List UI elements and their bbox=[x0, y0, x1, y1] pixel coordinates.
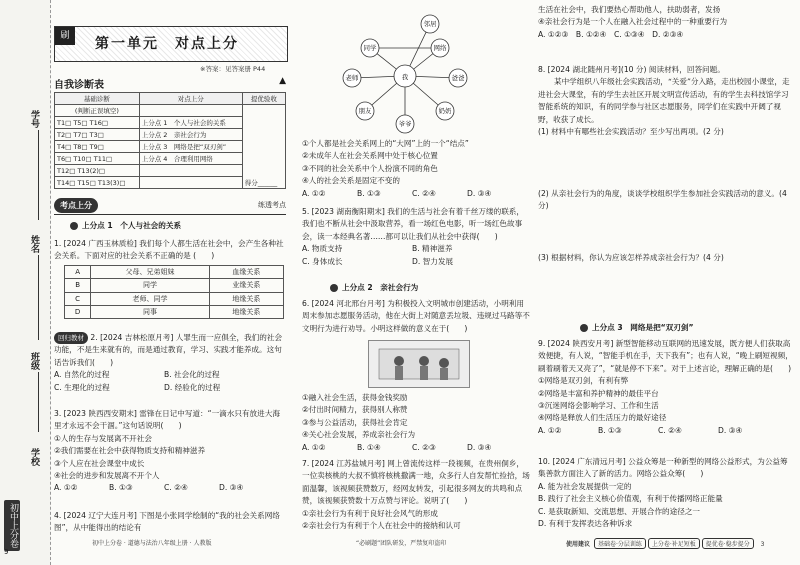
binding-strip bbox=[0, 0, 51, 565]
diag-header: 基础诊断 bbox=[55, 93, 140, 105]
node: 老师 bbox=[345, 74, 359, 82]
question-3: 3. [2023 陕西西安期末] 雷锋在日记中写道：“一滴水只有放进大海里才永远不会干涸。”这句话说明( ) ①人的生存与发展离不开社会 ②我们需要在社会中获得物质支持和精神滋养 ③个人应在社会课堂中成长 ④社会的进步和发展离不开个人 A. ①② B. ①③ C. ②④ D. ③④ bbox=[54, 409, 280, 493]
self-diagnosis-heading: 自我诊断表 bbox=[54, 80, 104, 91]
strip-label-name: 姓名 bbox=[29, 235, 39, 253]
unit-banner bbox=[54, 26, 288, 62]
diag-point bbox=[139, 165, 242, 177]
point1-title: 上分点 1 个人与社会的关系 bbox=[70, 220, 181, 232]
q6-options: ①融入社会生活，获得金钱奖励 ②付出时间精力，获得别人称赞 ③参与公益活动，获得社会肯定 ④关心社会发展，养成亲社会行为 A. ①② B. ①④ C. ②③ D. ③④ bbox=[302, 393, 492, 452]
kaodian-pill: 考点上分 bbox=[54, 198, 98, 213]
q9-stem: 9. [2024 陕西安月考] 新型智能移动互联网的迅速发展，既方便人们获取高效便捷，有人说，“智能手机在手，天下我有”；也有人说，“晚上刷短视频，刷着刷着天又亮了”，“就是停不下来”。对于上述言论，理解正确的是( ) bbox=[538, 339, 793, 373]
question-9: 9. [2024 陕西安月考] 新型智能移动互联网的迅速发展，既方便人们获取高效便捷，有人说，“智能手机在手，天下我有”；也有人说，“晚上刷短视频，刷着刷着天又亮了”，“就是停不下来”。对于上述言论，理解正确的是( ) ①网络是双刃剑，有利有弊 ②网络是丰富和养护精神的最佳平台 ③沉迷网络会影响学习、工作和生活 ④网络是释放人们生活压力的最好途径 A. ①② B. ①③ C. ②④ D. ③④ bbox=[538, 339, 793, 435]
node: 爸爸 bbox=[451, 74, 465, 82]
node: 网络 bbox=[433, 44, 447, 52]
q1-table: A 父母、兄弟姐妹 血缘关系 B 同学 业缘关系 C 老师、同学 地缘关系 D 同事 地缘关系 bbox=[64, 265, 284, 320]
node: 朋友 bbox=[358, 107, 372, 115]
question-4 bbox=[54, 510, 286, 535]
diag-point: 上分点 3 网络是把“双刃剑” bbox=[139, 141, 242, 153]
diag-point: 上分点 4 合理利用网络 bbox=[139, 153, 242, 165]
diag-point: 上分点 1 个人与社会的关系 bbox=[139, 117, 242, 129]
node: 爷爷 bbox=[398, 120, 412, 128]
diag-point bbox=[139, 177, 242, 189]
diag-header: 对点上分 bbox=[139, 93, 242, 105]
volunteer-illustration bbox=[368, 340, 470, 388]
point3-title: 上分点 3 网络是把“双刃剑” bbox=[580, 322, 693, 334]
q8-sub3: (3) 根据材料，你认为应该怎样养成亲社会行为？(4 分) bbox=[538, 253, 724, 262]
q6-stem: 6. [2024 河北邢台月考] 为积极投入文明城市创建活动，小明利用周末参加志愿服务活动，他在大街上对随意丢垃圾、违规过马路等不文明行为进行劝导。小明这样做的意义在于( ) bbox=[302, 299, 530, 333]
footer-right: 使用建议 基础卷·分层训练 上分卷·补足短板 提优卷·稳步提分 3 bbox=[566, 538, 767, 549]
q8-stem: 8. [2024 湖北随州月考](10 分) 阅读材料，回答问题。 bbox=[538, 65, 725, 74]
strip-label-school: 学校 bbox=[29, 448, 39, 466]
social-network-diagram bbox=[330, 6, 480, 136]
answer-note: ※答案：见答案册 P44 bbox=[200, 65, 266, 73]
diag-items[interactable]: T1□ T5□ T16□ bbox=[55, 117, 140, 129]
question-10: 10. [2024 广东清远月考] 公益众筹是一种新型的网络公益形式，为公益筹集善款方面注入了新的活力。网络公益众筹( ) A. 能为社会发展提供一定的 B. 践行了社会主义核心价值观，有利于传播网络正能量 C. 是获取新知、交流思想、开展合作的途径之一 D. 有利于发挥表达各种诉求 bbox=[538, 457, 788, 529]
question-2: 回归教材 2. [2024 吉林松原月考] 人罪生而一应俱全，我们的社会功能，不是生来就有的，而是通过教育，学习、实践才能养成。这句话告诉我们( ) A. 自然化的过程 B. 社会化的过程 C. 生理化的过程 D. 经验化的过程 bbox=[54, 333, 283, 392]
q10-stem: 10. [2024 广东清远月考] 公益众筹是一种新型的网络公益形式，为公益筹集善款方面注入了新的活力。网络公益众筹( ) bbox=[538, 457, 788, 479]
strip-label-id: 学号 bbox=[29, 110, 39, 128]
diag-header: 提优验收 bbox=[242, 93, 285, 105]
q8-material: 某中学组织八年级社会实践活动，“关爱”分入路，走出校园小课堂，走进社会大课堂，有的学生去社区开展文明宣传活动，有的学生去科技馆学习智能系统的知识，有的同学参与社区志愿服务，同学们在实践中开阔了视野，收获了成长。 bbox=[538, 77, 790, 124]
question-5: 5. [2023 湖南衡阳期末] 我们的生活与社会有着千丝万缕的联系，我们也不断从社会中汲取营养，看一场红色电影，听一场红色故事会，读一本经典名著……都可以让我们从社会中获得( ) A. 物质支持 B. 精神滋养 C. 身体成长 D. 智力发展 bbox=[302, 207, 524, 266]
node: 邻居 bbox=[423, 20, 437, 28]
point2-title: 上分点 2 亲社会行为 bbox=[330, 282, 418, 294]
node-center: 我 bbox=[401, 73, 409, 81]
kaodian-section bbox=[54, 198, 286, 215]
node: 奶奶 bbox=[438, 107, 452, 115]
footer-left: 初中上分卷 · 道德与法治八年级上册 · 人教版 bbox=[92, 540, 212, 547]
diag-items[interactable]: T12□ T13(2)□ bbox=[55, 165, 140, 177]
q2-tag: 回归教材 bbox=[54, 332, 88, 344]
diagnosis-table: 基础诊断 对点上分 提优验收 (判断正误填空) 得分______ T1□ T5□ T16□ 上分点 1 个人与社会的关系 T2□ T7□ T3□ 上分点 2 亲社会行为 T4□ T8□ T9□ 上分点 3 网络是把“双刃剑” T6□ T10□ T11□ 上分点 4 合理利用网络 T12□ T13(2)□ T14□ T15□ T13(3)□ bbox=[54, 92, 286, 189]
diag-point: 上分点 2 亲社会行为 bbox=[139, 129, 242, 141]
strip-line bbox=[38, 372, 39, 432]
strip-tag: 初中上分卷 bbox=[4, 500, 20, 551]
strip-number: 9 bbox=[4, 548, 9, 556]
book-icon: ▲ bbox=[279, 76, 286, 86]
col3-top: 生活在社会中，我们要热心帮助他人，扶助弱者，发扬 ④亲社会行为是一个人在融入社会过程中的一种重要行为 A. ①②③ B. ①②④ C. ①③④ D. ②③④ bbox=[538, 5, 728, 39]
score-label: 得分 bbox=[244, 179, 258, 187]
strip-line bbox=[38, 130, 39, 220]
diag-items[interactable]: T2□ T7□ T3□ bbox=[55, 129, 140, 141]
q2-stem: 2. [2024 吉林松原月考] 人罪生而一应俱全，我们的社会功能，不是生来就有的，而是通过教育，学习、实践才能养成。这句话告诉我们( ) bbox=[54, 333, 283, 367]
node: 同学 bbox=[363, 44, 377, 52]
unit-title: 第一单元 对点上分 bbox=[95, 36, 239, 52]
banner-corner: 刷 bbox=[55, 27, 75, 45]
diag-sub: (判断正误填空) bbox=[55, 105, 140, 117]
diag-items[interactable]: T14□ T15□ T13(3)□ bbox=[55, 177, 140, 189]
page-number: 3 bbox=[760, 541, 765, 548]
q7-stem: 7. [2024 江苏盐城月考] 网上曾流传这样一段视频，在贵州侗乡，一位卖核桃的大叔不慎将核桃撒满一地，众多行人自发帮忙捡拾，场面温馨，该视频获赞数万，经网友转发，引起很多网友的共鸣和点赞，该视频获赞数十万点赞与评论。说明了( ) bbox=[302, 459, 530, 506]
diag-items[interactable]: T6□ T10□ T11□ bbox=[55, 153, 140, 165]
strip-line bbox=[38, 255, 39, 340]
self-diagnosis bbox=[54, 76, 286, 93]
strip-label-class: 班级 bbox=[29, 352, 39, 370]
diag-items[interactable]: T4□ T8□ T9□ bbox=[55, 141, 140, 153]
q5-stem: 5. [2023 湖南衡阳期末] 我们的生活与社会有着千丝万缕的联系，我们也不断从社会中汲取营养，看一场红色电影，听一场红色故事会，读一本经典名著……都可以让我们从社会中获得( ) bbox=[302, 207, 524, 241]
question-8: 8. [2024 湖北随州月考](10 分) 阅读材料，回答问题。 某中学组织八年级社会实践活动，“关爱”分入路，走出校园小课堂，走进社会大课堂，有的学生去社区开展文明宣传活动，有的学生去科技馆学习智能系统的知识，有的同学参与社区志愿服务，同学们在实践中开阔了视野，收获了成长。 (1) 材料中有哪些社会实践活动？至少写出两项。(2 分) bbox=[538, 64, 794, 138]
question-1: 1. [2024 广西玉林质检] 我们每个人都生活在社会中，会产生各种社会关系。下面对应的社会关系不正确的是 ( ) A 父母、兄弟姐妹 血缘关系 B 同学 业缘关系 C 老师、同学 地缘关系 D 同事 地缘关系 bbox=[54, 238, 286, 319]
kaodian-right: 练透考点 bbox=[258, 201, 286, 209]
question-7: 7. [2024 江苏盐城月考] 网上曾流传这样一段视频，在贵州侗乡，一位卖核桃的大叔不慎将核桃撒满一地，众多行人自发帮忙捡拾，场面温馨，该视频获赞数万，经网友转发，引起很多网友的共鸣和点赞，该视频获赞数十万点赞与评论。说明了( ) ①亲社会行为有利于良好社会风气的形成 ②亲社会行为有利于个人在社会中的接纳和认可 bbox=[302, 459, 530, 531]
footer-middle: “必刷题”团队研发，严禁复印盗印 bbox=[356, 540, 447, 547]
q1-stem: 1. [2024 广西玉林质检] 我们每个人都生活在社会中，会产生各种社会关系。下面对应的社会关系不正确的是 bbox=[54, 239, 284, 261]
q3-stem: 3. [2023 陕西西安期末] 雷锋在日记中写道：“一滴水只有放进大海里才永远不会干涸。”这句话说明( ) bbox=[54, 409, 280, 431]
question-6 bbox=[302, 298, 530, 335]
q4-stem: 4. [2024 辽宁大连月考] 下图是小张同学绘制的“我的社会关系网络图”，从中能得出的结论有 bbox=[54, 511, 280, 533]
q8-sub2: (2) 从亲社会行为的角度，谈谈学校组织学生参加社会实践活动的意义。(4 分) bbox=[538, 189, 787, 211]
q4-options: ①个人都是社会关系网上的“大网”上的一个“结点” ②未成年人在社会关系网中处于核心位置 ③不同的社会关系中个人扮演不同的角色 ④人的社会关系是固定不变的 A. ①② B. ①③ C. ②④ D. ③④ bbox=[302, 139, 492, 198]
